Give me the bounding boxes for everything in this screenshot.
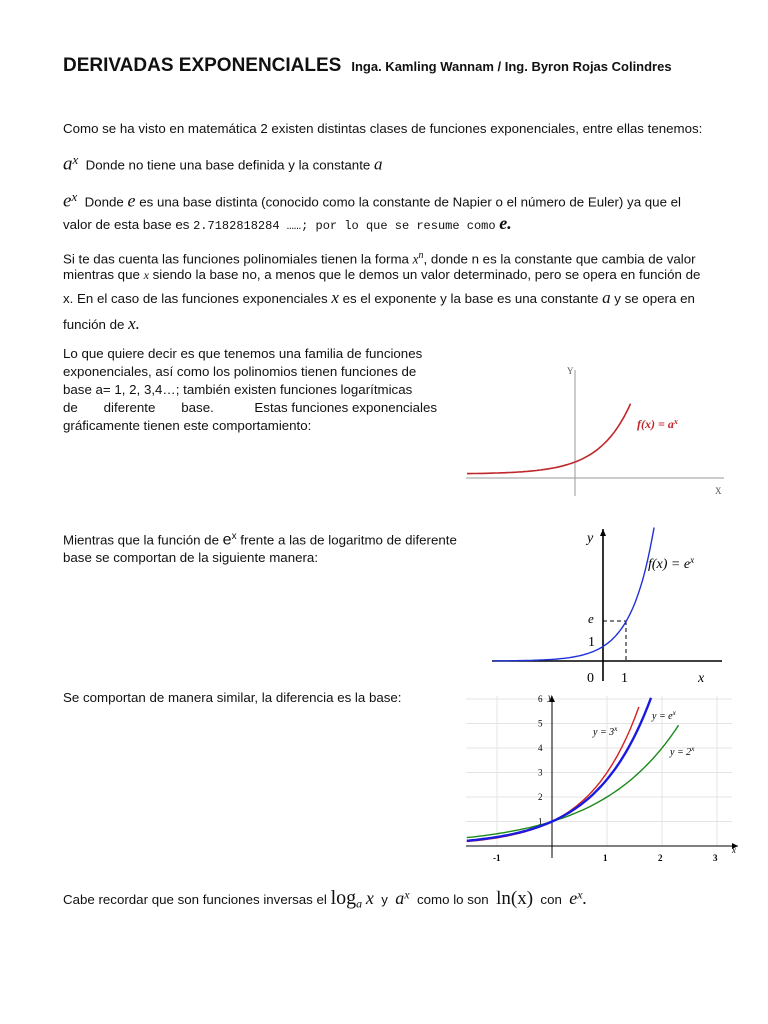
curve-ex — [467, 698, 651, 841]
label-2x: $y = 2^x$ — [670, 745, 695, 758]
x-tick-label: 2 — [658, 853, 663, 863]
intro-item-1: $a^x$ Donde no tiene una base definida y la constante a — [63, 152, 383, 175]
tick-e: e — [588, 611, 594, 626]
x-axis-label: x — [732, 845, 736, 855]
x-axis-label: X — [715, 486, 722, 496]
label-3x: $y = 3^x$ — [593, 725, 618, 738]
para2-line3: x. En el caso de las funciones exponenciales x es el exponente y la base es una constante a y se opera en — [63, 288, 695, 307]
y-tick-label: 4 — [538, 743, 543, 753]
intro-sentence: Como se ha visto en matemática 2 existen distintas clases de funciones exponenciales, entre ellas tenemos: — [63, 121, 703, 136]
grid — [466, 696, 732, 846]
para5: Se comportan de manera similar, la diferencia es la base: — [63, 690, 402, 705]
para2-line2: mientras que x siendo la base no, a menos que le demos un valor determinado, pero se opera en función de — [63, 267, 701, 282]
tick-1-y: 1 — [588, 635, 595, 650]
ax-curve-label: $f(x) = a^x$ — [637, 417, 678, 431]
page-title — [63, 55, 672, 77]
x-tick-label: -1 — [493, 853, 501, 863]
y-tick-label: 5 — [538, 718, 543, 729]
footer-line: Cabe recordar que son funciones inversas el $\log_a x$ y $a^x$ como lo son ln(x) con $e^x$. — [63, 887, 588, 911]
ax-curve — [467, 404, 631, 474]
label-ex: $y = e^x$ — [652, 709, 676, 722]
authors: Inga. Kamling Wannam / Ing. Byron Rojas Colindres — [351, 59, 672, 74]
ex-curve — [493, 528, 654, 661]
y-tick-label: 1 — [538, 816, 543, 827]
curve-2x — [467, 725, 679, 837]
intro-item-2: $e^x$ Donde e es una base distinta (conocido como la constante de Napier o el número de Euler) ya que el — [63, 189, 682, 212]
intro-item-2-line2: valor de esta base es 2.7182818284 ……; por lo que se resume como e. — [63, 213, 512, 233]
y-axis-arrow — [600, 529, 606, 536]
x-tick-label: 3 — [713, 853, 718, 863]
para3: Lo que quiere decir es que tenemos una familia de funciones exponenciales, así como los polinomios tienen funciones de base a= 1, 2, 3,4…; también existen funciones logarítmicas de diferente base. Estas funciones exponenciales gráficamente tienen este comportamiento: — [63, 346, 438, 433]
ex-curve-label: $f(x) = e^x$ — [648, 555, 695, 572]
y-ticks — [538, 694, 543, 827]
y-axis-label: Y — [567, 366, 574, 376]
y-tick-label: 2 — [538, 792, 543, 802]
y-axis-label: y — [587, 531, 594, 546]
chart-compare-graph — [462, 688, 748, 876]
tick-0: 0 — [587, 671, 594, 686]
chart-ex-graph — [490, 515, 730, 690]
tick-1-x: 1 — [621, 671, 628, 686]
x-axis-label: x — [698, 671, 705, 686]
y-tick-label: 3 — [538, 767, 543, 778]
chart-ax-graph — [462, 360, 732, 500]
x-tick-label: 1 — [603, 853, 608, 863]
x-ticks — [493, 853, 718, 863]
para2-line4: función de x. — [63, 314, 140, 333]
para4-line1: Mientras que la función de $e^x$ frente a las de logaritmo de diferente — [63, 531, 457, 549]
y-tick-label: 6 — [538, 694, 543, 704]
y-axis-label: y — [548, 692, 552, 702]
para2-line1: Si te das cuenta las funciones polinomiales tienen la forma $x^n$, donde n es la constante que cambia de valor — [63, 250, 696, 267]
para4: Mientras que la función de $e^x$ frente a las de logaritmo de diferente base se comportan de la siguiente manera: — [63, 528, 457, 567]
title-text: DERIVADAS EXPONENCIALES — [63, 55, 342, 76]
